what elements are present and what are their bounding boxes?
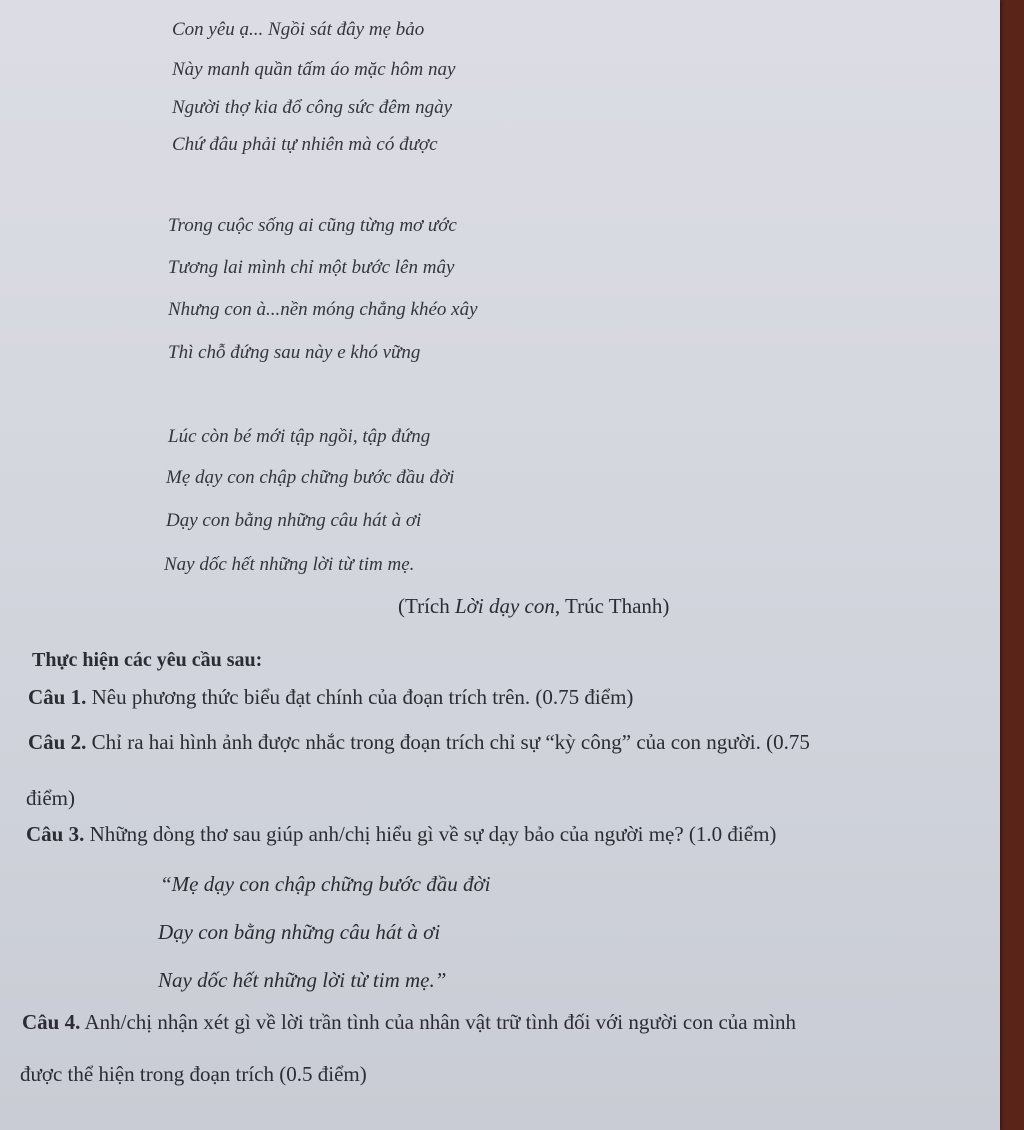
poem-line: Này manh quần tấm áo mặc hôm nay xyxy=(172,59,456,80)
poem-line: Mẹ dạy con chập chững bước đầu đời xyxy=(166,467,455,488)
question-label: Câu 1. xyxy=(28,685,87,709)
question-1 xyxy=(28,685,633,709)
question-label: Câu 4. xyxy=(22,1010,81,1034)
question-text: Anh/chị nhận xét gì về lời trần tình của nhân vật trữ tình đối với người con của mình xyxy=(80,1010,797,1034)
source-prefix: (Trích xyxy=(398,594,455,618)
source-work-title: Lời dạy con xyxy=(454,594,555,618)
quoted-verse: Nay dốc hết những lời từ tim mẹ.” xyxy=(158,968,447,992)
question-2-continuation: điểm) xyxy=(26,786,75,810)
poem-line: Dạy con bằng những câu hát à ơi xyxy=(166,510,422,531)
question-label: Câu 2. xyxy=(28,730,87,754)
quoted-verse: “Mẹ dạy con chập chững bước đầu đời xyxy=(160,872,491,896)
poem-line: Thì chỗ đứng sau này e khó vững xyxy=(168,342,421,363)
poem-line: Tương lai mình chỉ một bước lên mây xyxy=(168,257,455,278)
poem-source xyxy=(398,594,669,618)
question-2 xyxy=(28,730,810,754)
poem-line: Nhưng con à...nền móng chẳng khéo xây xyxy=(168,299,478,320)
source-author: , Trúc Thanh) xyxy=(554,594,670,618)
poem-line: Con yêu ạ... Ngồi sát đây mẹ bảo xyxy=(172,19,425,40)
question-text: Nêu phương thức biểu đạt chính của đoạn trích trên. (0.75 điểm) xyxy=(86,685,634,709)
question-4 xyxy=(22,1010,796,1034)
question-text: Chỉ ra hai hình ảnh được nhắc trong đoạn trích chỉ sự “kỳ công” của con người. (0.75 xyxy=(86,730,810,754)
poem-line: Trong cuộc sống ai cũng từng mơ ước xyxy=(168,215,457,236)
poem-line: Chứ đâu phải tự nhiên mà có được xyxy=(172,134,438,155)
question-text: Những dòng thơ sau giúp anh/chị hiểu gì về sự dạy bảo của người mẹ? (1.0 điểm) xyxy=(84,822,777,846)
question-4-continuation: được thể hiện trong đoạn trích (0.5 điểm) xyxy=(20,1062,367,1086)
poem-line: Nay dốc hết những lời từ tim mẹ. xyxy=(164,554,415,575)
question-3 xyxy=(26,822,776,846)
quoted-verse: Dạy con bằng những câu hát à ơi xyxy=(158,920,441,944)
question-label: Câu 3. xyxy=(26,822,85,846)
instructions-heading: Thực hiện các yêu cầu sau: xyxy=(32,649,263,671)
poem-line: Người thợ kia đổ công sức đêm ngày xyxy=(172,97,453,118)
poem-line: Lúc còn bé mới tập ngồi, tập đứng xyxy=(168,426,431,447)
